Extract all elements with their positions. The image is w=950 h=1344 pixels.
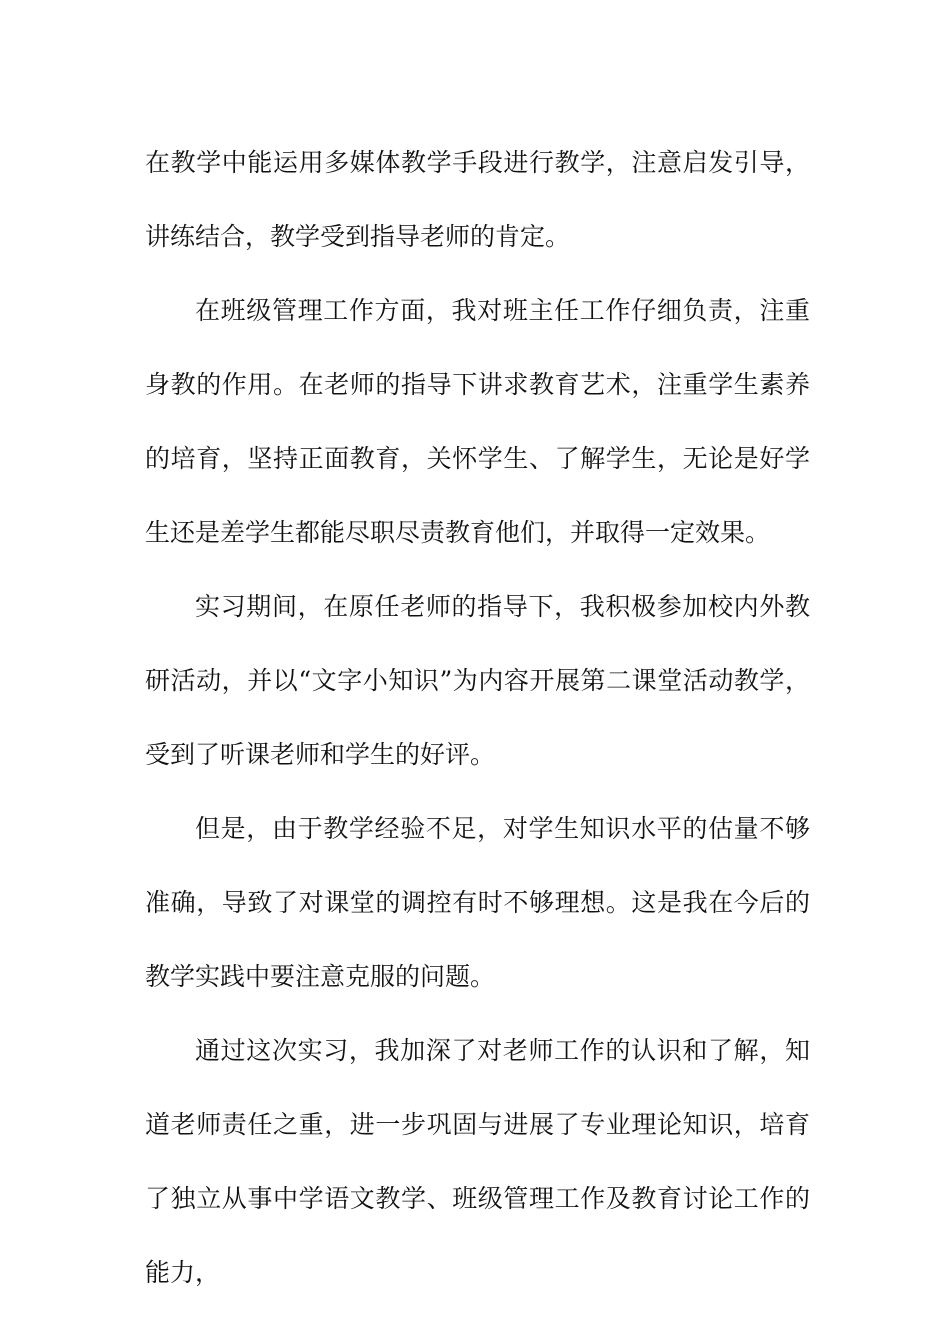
paragraph-continuation: 在教学中能运用多媒体教学手段进行教学，注意启发引导，讲练结合，教学受到指导老师的肯定。 [145,148,810,251]
paragraph-conclusion: 通过这次实习，我加深了对老师工作的认识和了解，知道老师责任之重，进一步巩固与进展了专业理论知识，培育了独立从事中学语文教学、班级管理工作及教育讨论工作的能力， [145,1036,810,1287]
paragraph-class-management: 在班级管理工作方面，我对班主任工作仔细负责，注重身教的作用。在老师的指导下讲求教育艺术，注重学生素养的培育，坚持正面教育，关怀学生、了解学生，无论是好学生还是差学生都能尽职尽责教育他们，并取得一定效果。 [145,296,810,547]
document-body [145,126,810,1310]
paragraph-shortcomings: 但是，由于教学经验不足，对学生知识水平的估量不够准确，导致了对课堂的调控有时不够理想。这是我在今后的教学实践中要注意克服的问题。 [145,814,810,991]
paragraph-internship-activities: 实习期间，在原任老师的指导下，我积极参加校内外教研活动，并以“文字小知识”为内容开展第二课堂活动教学，受到了听课老师和学生的好评。 [145,592,810,769]
